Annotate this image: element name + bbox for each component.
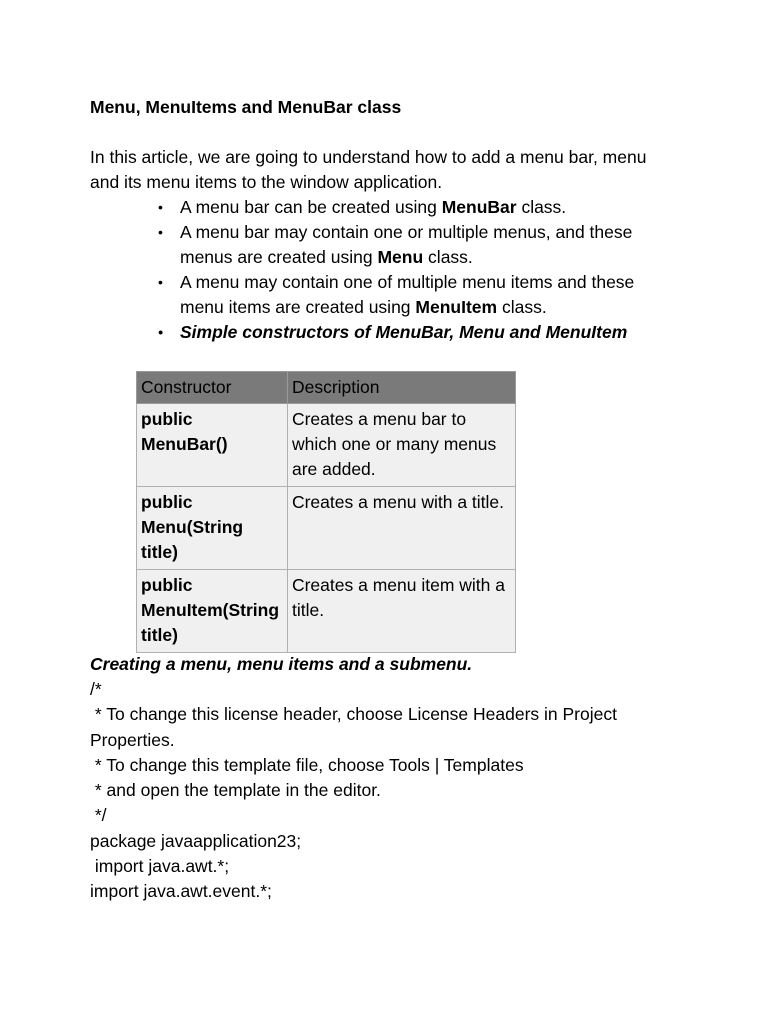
table-row — [137, 487, 516, 570]
bullet-text: A menu bar may contain one or multiple menus, and these menus are created using — [180, 222, 633, 267]
table-cell-constructor: public MenuBar() — [137, 404, 288, 487]
bullet-text: A menu may contain one of multiple menu items and these menu items are created using — [180, 272, 635, 317]
section-heading: Creating a menu, menu items and a submenu. — [90, 654, 473, 674]
bullet-dot-icon: • — [158, 199, 163, 215]
intro-text: In this article, we are going to understand how to add a menu bar, menu and its menu items to the window application. — [90, 147, 647, 192]
bullet-text: class. — [516, 197, 567, 217]
code-line: import java.awt.*; — [90, 856, 230, 877]
bullet-class-name: MenuItem — [415, 297, 498, 317]
code-line: package javaapplication23; — [90, 830, 302, 851]
table-row — [137, 404, 516, 487]
bullet-class-name: MenuBar — [441, 197, 517, 217]
bullet-dot-icon: • — [158, 224, 163, 240]
table-row — [137, 570, 516, 653]
code-line: */ — [90, 805, 107, 826]
table-cell-constructor: public MenuItem(String title) — [137, 570, 288, 653]
code-line: * To change this license header, choose License Headers in Project Properties. — [90, 704, 622, 750]
bullet-text: A menu bar can be created using — [180, 197, 442, 217]
bullet-text: class. — [497, 297, 547, 317]
table-cell-description: Creates a menu bar to which one or many menus are added. — [287, 404, 515, 487]
constructor-table — [136, 371, 516, 653]
bullet-dot-icon: • — [158, 324, 163, 340]
code-line: * and open the template in the editor. — [90, 780, 381, 801]
bullet-emphasis-text: Simple constructors of MenuBar, Menu and MenuItem — [180, 322, 628, 342]
table-header-description: Description — [287, 372, 515, 404]
table-cell-description: Creates a menu with a title. — [287, 487, 515, 570]
bullet-class-name: Menu — [377, 247, 424, 267]
bullet-item — [158, 195, 680, 220]
code-line: /* — [90, 679, 102, 699]
code-line: * To change this template file, choose Tools | Templates — [90, 754, 524, 775]
bullet-item — [158, 220, 680, 270]
table-header-row — [137, 372, 516, 404]
bullet-dot-icon: • — [158, 274, 163, 290]
bullet-item-emphasis — [158, 320, 680, 345]
bullet-text: class. — [423, 247, 473, 267]
intro-paragraph — [90, 145, 670, 195]
bullet-list — [158, 195, 680, 345]
document-title: Menu, MenuItems and MenuBar class — [90, 97, 402, 117]
code-block — [90, 677, 670, 905]
table-header-constructor: Constructor — [137, 372, 288, 404]
table-cell-description: Creates a menu item with a title. — [287, 570, 515, 653]
code-line: import java.awt.event.*; — [90, 881, 272, 902]
table-cell-constructor: public Menu(String title) — [137, 487, 288, 570]
bullet-item — [158, 270, 680, 320]
